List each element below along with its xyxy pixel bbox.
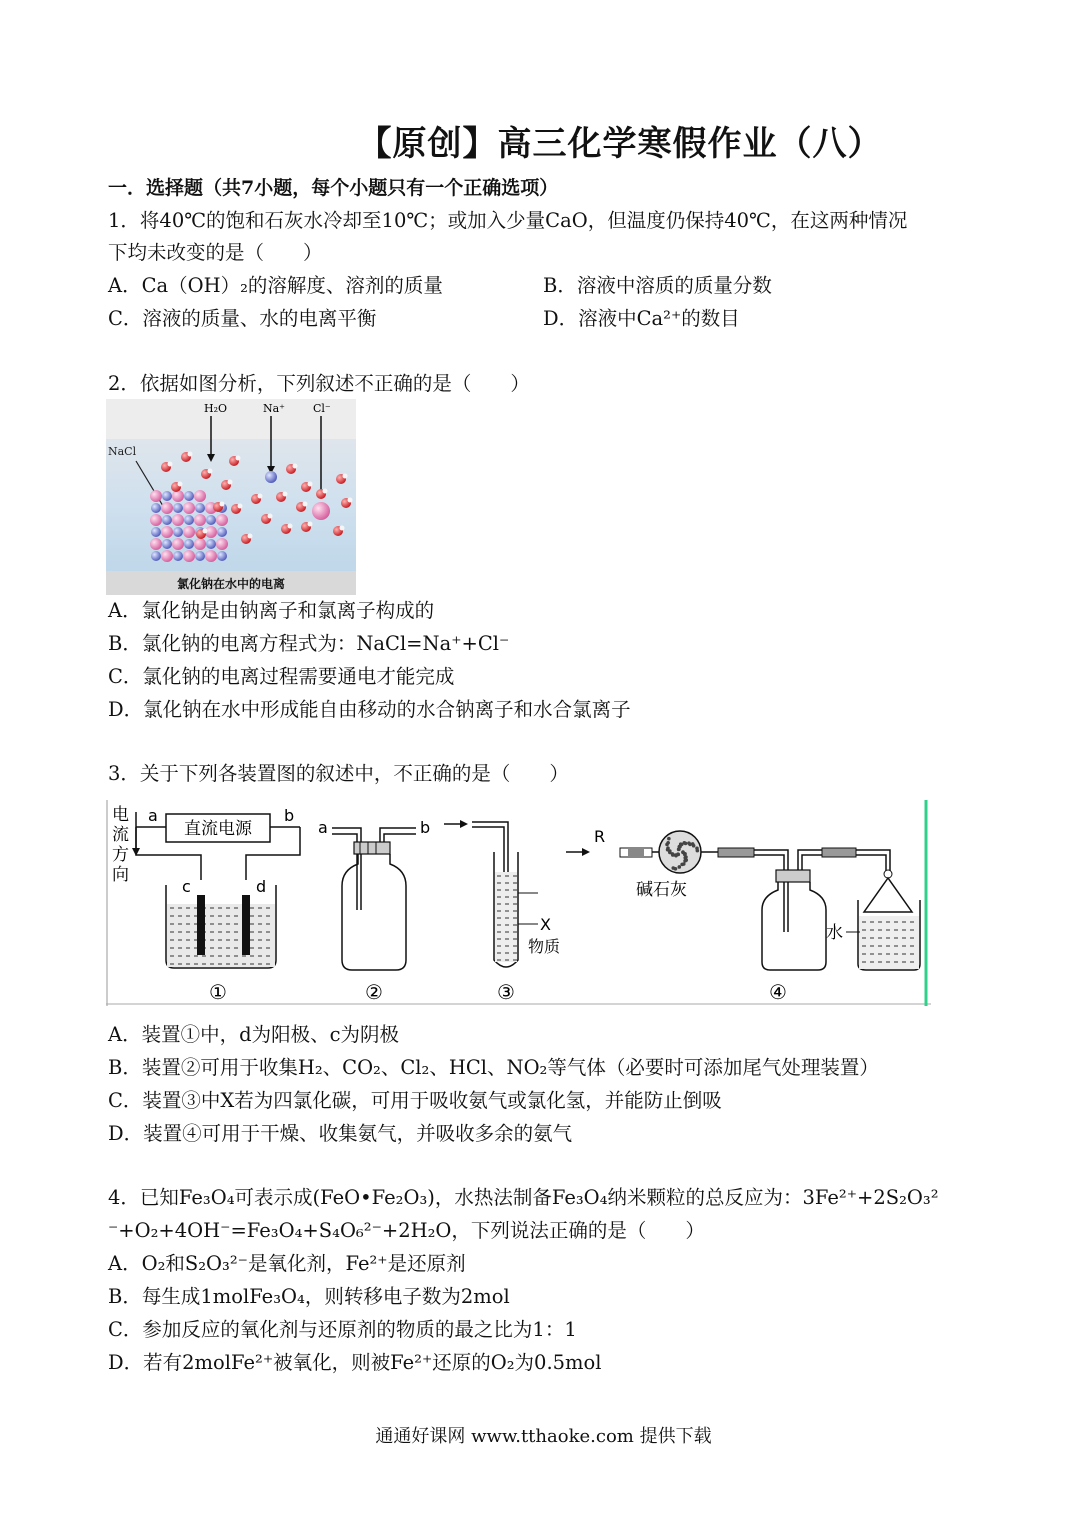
- device-4-drying-collecting: [566, 827, 920, 1004]
- svg-text:向: 向: [112, 865, 129, 885]
- svg-text:③: ③: [497, 980, 515, 1004]
- svg-text:a: a: [148, 806, 158, 825]
- q2-option-c: C．氯化钠的电离过程需要通电才能完成: [108, 665, 455, 688]
- nacl-label: NaCl: [108, 445, 137, 458]
- svg-text:R: R: [594, 827, 606, 846]
- svg-text:②: ②: [365, 980, 383, 1004]
- svg-text:b: b: [420, 818, 431, 837]
- q4-option-b: B．每生成1molFe₃O₄，则转移电子数为2mol: [108, 1285, 510, 1308]
- page-title: 【原创】高三化学寒假作业（八）: [357, 124, 883, 164]
- hydrated-cl-ion: [312, 502, 330, 520]
- svg-text:方: 方: [112, 845, 129, 865]
- svg-text:a: a: [318, 818, 328, 837]
- q1-stem-line1: 1．将40℃的饱和石灰水冷却至10℃；或加入少量CaO，但温度仍保持40℃，在这两种情况: [108, 209, 908, 232]
- q1-stem-line2: 下均未改变的是（ ）: [108, 241, 323, 264]
- q3-option-a: A．装置①中，d为阳极、c为阴极: [108, 1023, 399, 1046]
- q2-stem: 2．依据如图分析，下列叙述不正确的是（ ）: [108, 372, 530, 395]
- q4-stem-line1: 4．已知Fe₃O₄可表示成(FeO•Fe₂O₃)，水热法制备Fe₃O₄纳米颗粒的总反应为：3Fe²⁺+2S₂O₃²: [108, 1186, 939, 1209]
- figure-caption: 氯化钠在水中的电离: [176, 577, 286, 591]
- substance-label: 物质: [528, 937, 561, 956]
- q2-option-a: A．氯化钠是由钠离子和氯离子构成的: [108, 599, 435, 622]
- section-heading: 一．选择题（共7小题，每个小题只有一个正确选项）: [108, 177, 559, 199]
- power-supply-label: 直流电源: [184, 819, 252, 839]
- q4-option-a: A．O₂和S₂O₃²⁻是氧化剂，Fe²⁺是还原剂: [108, 1252, 466, 1275]
- apparatus-figure: [106, 800, 931, 1006]
- soda-lime-label: 碱石灰: [636, 880, 687, 900]
- q2-option-b: B．氯化钠的电离方程式为：NaCl=Na⁺+Cl⁻: [108, 632, 510, 655]
- water-label: 水: [826, 923, 843, 943]
- h2o-label: H₂O: [204, 402, 228, 415]
- q1-option-d: D．溶液中Ca²⁺的数目: [543, 307, 740, 330]
- nacl-dissolution-figure: [106, 399, 356, 595]
- svg-text:④: ④: [769, 980, 787, 1004]
- q2-option-d: D．氯化钠在水中形成能自由移动的水合钠离子和水合氯离子: [108, 698, 631, 721]
- svg-text:X: X: [540, 915, 551, 934]
- q4-stem-line2: ⁻+O₂+4OH⁻=Fe₃O₄+S₄O₆²⁻+2H₂O，下列说法正确的是（ ）: [108, 1219, 705, 1242]
- q1-option-c: C．溶液的质量、水的电离平衡: [108, 307, 377, 330]
- svg-text:b: b: [284, 806, 295, 825]
- device-1-electrolysis: [112, 805, 300, 1004]
- q4-option-c: C．参加反应的氧化剂与还原剂的物质的最之比为1：1: [108, 1318, 577, 1341]
- q1-option-a: A．Ca（OH）₂的溶解度、溶剂的质量: [108, 274, 443, 297]
- q3-option-b: B．装置②可用于收集H₂、CO₂、Cl₂、HCl、NO₂等气体（必要时可添加尾气处理装置）: [108, 1056, 879, 1079]
- current-direction-label: 电: [112, 805, 129, 825]
- q1-option-b: B．溶液中溶质的质量分数: [543, 274, 772, 297]
- svg-text:①: ①: [209, 980, 227, 1004]
- q3-option-c: C．装置③中X若为四氯化碳，可用于吸收氨气或氯化氢，并能防止倒吸: [108, 1089, 722, 1112]
- na-label: Na⁺: [263, 402, 285, 415]
- q3-option-d: D．装置④可用于干燥、收集氨气，并吸收多余的氨气: [108, 1122, 573, 1145]
- hydrated-na-ion: [265, 471, 277, 483]
- svg-text:c: c: [182, 877, 191, 896]
- device-3-test-tube: [444, 820, 560, 1004]
- svg-text:流: 流: [112, 825, 129, 845]
- svg-text:d: d: [256, 877, 267, 896]
- footer-source: 通通好课网 www.tthaoke.com 提供下载: [375, 1426, 712, 1447]
- device-2-gas-bottle: [318, 818, 430, 1004]
- q3-stem: 3．关于下列各装置图的叙述中，不正确的是（ ）: [108, 762, 569, 785]
- cl-label: Cl⁻: [313, 402, 331, 415]
- q4-option-d: D．若有2molFe²⁺被氧化，则被Fe²⁺还原的O₂为0.5mol: [108, 1351, 602, 1374]
